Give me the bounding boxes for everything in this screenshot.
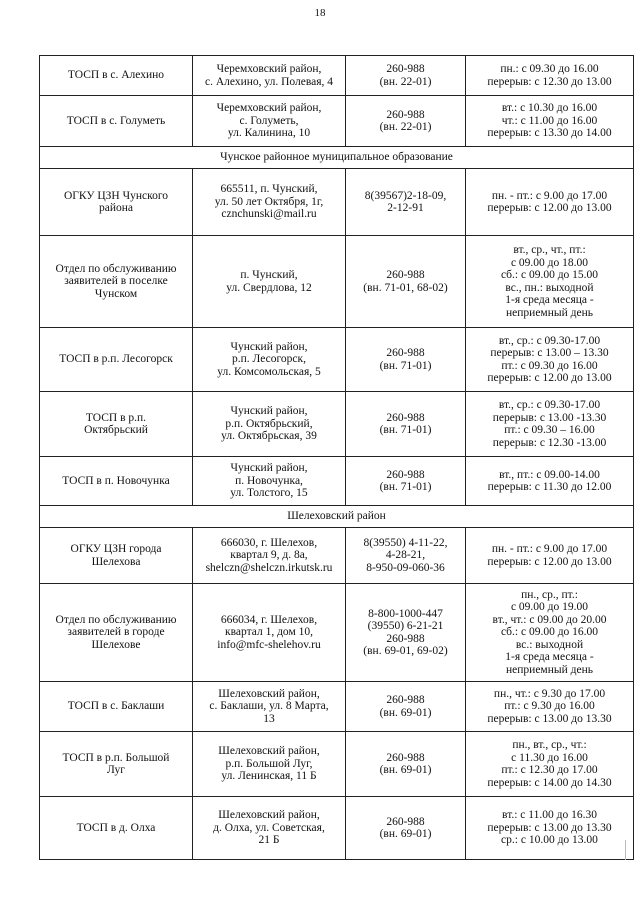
address-cell — [193, 169, 346, 236]
office-name-line: ТОСП в р.п. — [85, 411, 147, 424]
address-line: с. Баклаши, ул. 8 Марта, — [209, 700, 329, 713]
hours-line: 1-я среда месяца - — [505, 651, 594, 664]
phone-line: 260-988 — [386, 468, 425, 481]
address-line: п. Новочунка, — [235, 474, 303, 487]
address-cell — [193, 328, 346, 392]
office-name-line: ОГКУ ЦЗН города — [70, 543, 162, 555]
hours-line: сб.: с 09.00 до 16.00 — [500, 626, 599, 639]
address-line: Чунский район, — [230, 462, 308, 475]
address-line: Шелеховский район, — [218, 745, 320, 758]
hours-cell — [466, 169, 634, 236]
hours-line: перерыв: с 13.00 -13.30 — [492, 411, 607, 424]
office-name-line: заявителей в поселке — [64, 275, 168, 288]
address-cell — [193, 528, 346, 584]
table-row — [40, 528, 634, 584]
section-header-row — [40, 506, 634, 528]
address-cell — [193, 236, 346, 328]
phone-line: 260-988 — [386, 694, 425, 706]
address-line: Чунский район, — [230, 340, 308, 353]
office-name-line: ОГКУ ЦЗН Чунского — [63, 189, 169, 202]
phone-cell — [346, 457, 466, 506]
hours-line: вт., ср.: с 09.30-17.00 — [498, 334, 601, 347]
hours-line: вт., чт.: с 09.00 до 20.00 — [492, 613, 607, 626]
address-cell — [193, 732, 346, 797]
office-name-line: ТОСП в р.п. Лесогорск — [59, 353, 173, 366]
hours-line: перерыв: с 13.00 до 13.30 — [487, 712, 612, 725]
office-name-cell — [40, 96, 193, 147]
service-offices-table — [39, 55, 634, 860]
address-line: cznchunski@mail.ru — [221, 208, 317, 221]
table-row — [40, 328, 634, 392]
office-name-line: Шелехова — [91, 555, 141, 568]
hours-cell — [466, 584, 634, 682]
address-line: 666030, г. Шелехов, — [220, 536, 318, 549]
address-cell — [193, 682, 346, 732]
table-row — [40, 56, 634, 96]
hours-line: с 09.00 до 19.00 — [510, 601, 589, 614]
hours-line: ср.: с 10.00 до 13.00 — [501, 834, 598, 847]
address-line: ул. Комсомольская, 5 — [217, 365, 321, 378]
address-cell — [193, 56, 346, 96]
hours-line: перерыв: с 12.00 до 13.00 — [487, 202, 612, 214]
hours-line: перерыв: с 14.00 до 14.30 — [487, 776, 612, 789]
office-name-line: Отдел по обслуживанию — [55, 262, 177, 275]
office-name-cell — [40, 457, 193, 506]
phone-cell — [346, 236, 466, 328]
address-line: shelczn@shelczn.irkutsk.ru — [205, 561, 333, 574]
hours-line: сб.: с 09.00 до 15.00 — [500, 269, 599, 281]
hours-line: вт., ср.: с 09.30-17.00 — [498, 399, 601, 411]
office-name-cell — [40, 236, 193, 328]
hours-cell — [466, 328, 634, 392]
hours-line: перерыв: с 13.00 до 13.30 — [487, 821, 612, 834]
office-name-line: Чунском — [94, 287, 138, 300]
hours-line: пн. - пт.: с 9.00 до 17.00 — [491, 543, 608, 555]
hours-line: перерыв: с 11.30 до 12.00 — [487, 481, 612, 493]
phone-line: (39550) 6-21-21 — [367, 620, 444, 632]
phone-line: (вн. 71-01) — [379, 359, 432, 372]
table-row — [40, 457, 634, 506]
hours-line: с 09.00 до 18.00 — [510, 256, 589, 269]
section-title: Чунское районное муниципальное образование — [40, 147, 634, 169]
hours-cell — [466, 457, 634, 506]
hours-line: вт.: с 10.30 до 16.00 — [501, 102, 598, 115]
phone-line: 260-988 — [386, 411, 425, 424]
hours-line: вт., пт.: с 09.00-14.00 — [499, 468, 600, 481]
table-body — [40, 56, 634, 860]
hours-line: неприемный день — [506, 306, 593, 319]
address-line: квартал 1, дом 10, — [225, 626, 313, 639]
address-line: 665511, п. Чунский, — [220, 183, 318, 196]
address-cell — [193, 797, 346, 860]
table-row — [40, 797, 634, 860]
office-name-cell — [40, 732, 193, 797]
office-name-line: Луг — [107, 764, 125, 776]
office-name-cell — [40, 528, 193, 584]
address-line: 666034, г. Шелехов, — [220, 613, 318, 626]
address-line: д. Олха, ул. Советская, — [213, 821, 325, 834]
address-line: Шелеховский район, — [218, 809, 320, 822]
hours-line: пт.: с 09.30 – 16.00 — [504, 424, 595, 436]
address-line: info@mfc-shelehov.ru — [217, 638, 321, 651]
address-line: ул. 50 лет Октября, 1г, — [214, 195, 324, 208]
office-name-line: ТОСП в с. Алехино — [67, 69, 165, 82]
hours-cell — [466, 392, 634, 457]
address-line: ул. Октябрьская, 39 — [221, 430, 317, 443]
scan-mark — [625, 840, 626, 860]
office-name-line: Шелехове — [91, 638, 141, 651]
address-line: р.п. Лесогорск, — [232, 353, 306, 366]
phone-line: (вн. 69-01) — [379, 828, 432, 840]
address-line: р.п. Большой Луг, — [225, 757, 313, 770]
office-name-cell — [40, 56, 193, 96]
hours-line: 1-я среда месяца - — [505, 294, 594, 306]
table-row — [40, 392, 634, 457]
phone-line: 260-988 — [386, 751, 425, 764]
table-row — [40, 682, 634, 732]
page-number: 18 — [314, 7, 326, 19]
phone-line: (вн. 71-01, 68-02) — [363, 281, 448, 294]
address-line: с. Алехино, ул. Полевая, 4 — [204, 75, 334, 88]
address-line: п. Чунский, — [240, 269, 298, 281]
phone-cell — [346, 732, 466, 797]
hours-line: перерыв: с 12.00 до 13.00 — [487, 555, 612, 568]
phone-cell — [346, 584, 466, 682]
section-title: Шелеховский район — [40, 506, 634, 528]
office-name-cell — [40, 328, 193, 392]
address-line: Черемховский район, — [216, 102, 322, 115]
table-row — [40, 584, 634, 682]
phone-line: 260-988 — [386, 632, 425, 645]
phone-cell — [346, 328, 466, 392]
office-name-line: ТОСП в д. Олха — [76, 821, 156, 834]
hours-line: с 11.30 до 16.00 — [511, 751, 588, 764]
office-name-line: ТОСП в п. Новочунка — [62, 474, 170, 487]
phone-line: (вн. 71-01) — [379, 424, 432, 436]
hours-cell — [466, 682, 634, 732]
phone-cell — [346, 392, 466, 457]
hours-line: пт.: с 09.30 до 16.00 — [501, 359, 598, 372]
address-line: квартал 9, д. 8а, — [230, 549, 308, 562]
office-name-line: Отдел по обслуживанию — [55, 613, 177, 626]
address-line: р.п. Октябрьский, — [225, 417, 313, 430]
address-line: ул. Калинина, 10 — [227, 127, 311, 140]
office-name-cell — [40, 682, 193, 732]
office-name-line: ТОСП в р.п. Большой — [62, 751, 170, 764]
phone-line: (вн. 22-01) — [379, 121, 432, 133]
hours-line: пт.: с 12.30 до 17.00 — [501, 764, 598, 776]
office-name-line: ТОСП в с. Голуметь — [66, 114, 166, 127]
office-name-cell — [40, 584, 193, 682]
hours-cell — [466, 236, 634, 328]
phone-line: (вн. 22-01) — [379, 75, 432, 88]
hours-cell — [466, 732, 634, 797]
table-row — [40, 96, 634, 147]
phone-line: 8-800-1000-447 — [368, 607, 443, 620]
office-name-cell — [40, 797, 193, 860]
hours-line: перерыв: с 12.30 -13.00 — [492, 436, 607, 449]
phone-line: 8-950-09-060-36 — [366, 561, 445, 574]
hours-line: пн., ср., пт.: — [521, 588, 578, 601]
phone-line: 8(39550) 4-11-22, — [363, 536, 448, 549]
address-line: Шелеховский район, — [218, 687, 320, 700]
hours-line: перерыв: с 13.00 – 13.30 — [490, 347, 609, 359]
hours-line: пн. - пт.: с 9.00 до 17.00 — [491, 189, 608, 202]
hours-line: перерыв: с 12.30 до 13.00 — [487, 75, 612, 88]
office-name-line: района — [98, 202, 134, 214]
address-line: ул. Свердлова, 12 — [226, 281, 312, 294]
hours-line: вс.: выходной — [515, 638, 584, 651]
phone-line: 260-988 — [386, 269, 425, 281]
hours-cell — [466, 96, 634, 147]
hours-line: пн., чт.: с 9.30 до 17.00 — [493, 687, 606, 700]
address-line: 13 — [263, 712, 275, 725]
phone-line: 4-28-21, — [385, 549, 426, 562]
hours-line: вт.: с 11.00 до 16.30 — [502, 809, 597, 822]
phone-cell — [346, 682, 466, 732]
hours-line: неприемный день — [506, 663, 593, 676]
hours-line: вт., ср., чт., пт.: — [513, 244, 586, 256]
phone-line: (вн. 71-01) — [379, 481, 432, 493]
hours-line: вс., пн.: выходной — [505, 281, 594, 294]
table-row — [40, 236, 634, 328]
hours-line: пн., вт., ср., чт.: — [512, 739, 587, 751]
phone-line: (вн. 69-01) — [379, 706, 432, 719]
hours-cell — [466, 797, 634, 860]
phone-cell — [346, 56, 466, 96]
hours-line: чт.: с 11.00 до 16.00 — [501, 114, 598, 127]
hours-line: пн.: с 09.30 до 16.00 — [500, 63, 599, 75]
office-name-line: ТОСП в с. Баклаши — [67, 700, 165, 713]
phone-line: 260-988 — [386, 815, 425, 828]
address-line: Черемховский район, — [216, 63, 322, 75]
phone-cell — [346, 797, 466, 860]
hours-cell — [466, 56, 634, 96]
office-name-cell — [40, 392, 193, 457]
address-line: 21 Б — [258, 834, 280, 847]
address-cell — [193, 457, 346, 506]
phone-line: 2-12-91 — [387, 202, 424, 214]
address-line: Чунский район, — [230, 405, 308, 418]
section-header-row — [40, 147, 634, 169]
phone-line: (вн. 69-01) — [379, 764, 432, 776]
address-cell — [193, 96, 346, 147]
phone-line: 260-988 — [386, 108, 425, 121]
office-name-line: заявителей в городе — [67, 626, 165, 639]
hours-line: пт.: с 9.30 до 16.00 — [504, 700, 595, 713]
phone-line: 8(39567)2-18-09, — [364, 189, 447, 202]
phone-line: 260-988 — [386, 63, 425, 75]
address-line: с. Голуметь, — [239, 114, 299, 127]
table-row — [40, 169, 634, 236]
office-name-line: Октябрьский — [84, 424, 148, 436]
hours-line: перерыв: с 13.30 до 14.00 — [487, 127, 612, 140]
phone-line: 260-988 — [386, 347, 425, 359]
hours-cell — [466, 528, 634, 584]
address-line: ул. Толстого, 15 — [230, 487, 308, 500]
phone-cell — [346, 169, 466, 236]
address-cell — [193, 392, 346, 457]
address-cell — [193, 584, 346, 682]
phone-cell — [346, 528, 466, 584]
table-row — [40, 732, 634, 797]
office-name-cell — [40, 169, 193, 236]
hours-line: перерыв: с 12.00 до 13.00 — [487, 372, 612, 384]
phone-line: (вн. 69-01, 69-02) — [363, 645, 448, 657]
address-line: ул. Ленинская, 11 Б — [221, 770, 317, 783]
phone-cell — [346, 96, 466, 147]
